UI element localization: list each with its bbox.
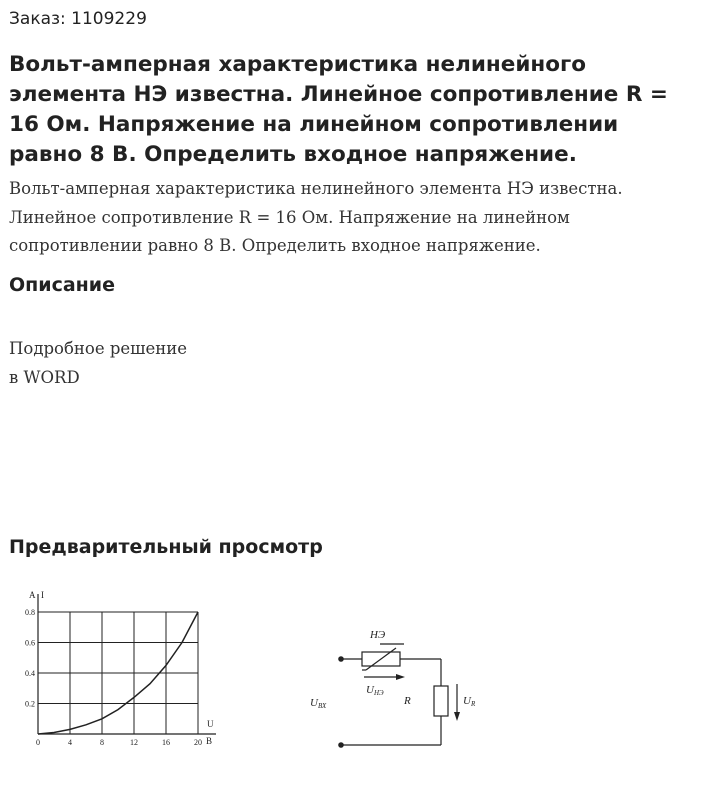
y-tick-label: 0.8 <box>25 608 35 617</box>
x-tick-label: 16 <box>162 738 170 747</box>
y-tick-label: 0.2 <box>25 699 35 709</box>
x-tick-label: 12 <box>130 738 138 747</box>
y-tick-label: 0.4 <box>25 669 35 678</box>
vac-chart <box>25 590 216 747</box>
description-line-2: в WORD <box>9 368 80 387</box>
u-ne-label: UНЭ <box>366 684 384 697</box>
description-line-1: Подробное решение <box>9 339 188 358</box>
task-text: Вольт-амперная характеристика нелинейного элемента НЭ известна. Линейное сопротивление R = 16 Ом. Напряжение на линейном сопротивлении равно 8 В. Определить входное напряжение. <box>9 179 623 255</box>
x-tick-label: 8 <box>100 738 104 747</box>
u-in-label: UВХ <box>310 697 327 710</box>
preview-heading: Предварительный просмотр <box>9 536 323 558</box>
x-tick-label: 0 <box>36 738 40 747</box>
ne-label: НЭ <box>370 629 386 641</box>
preview-image <box>0 578 480 763</box>
u-r-arrowhead <box>454 712 460 721</box>
x-tick-label: 20 <box>194 738 202 747</box>
u-ne-arrowhead <box>396 674 405 680</box>
description-heading: Описание <box>9 274 116 296</box>
input-terminal-bottom <box>339 743 343 747</box>
nonlinear-element-slash <box>366 648 396 670</box>
x-tick-label: 4 <box>68 738 72 747</box>
resistor <box>434 686 448 716</box>
y-tick-label: 0.6 <box>25 638 35 648</box>
circuit-diagram <box>339 644 460 747</box>
u-r-label: UR <box>463 695 476 708</box>
order-number: Заказ: 1109229 <box>9 9 147 29</box>
x-axis-unit: В <box>206 736 213 746</box>
y-axis-unit: А <box>29 590 36 600</box>
input-terminal-top <box>339 657 343 661</box>
r-label: R <box>404 695 411 707</box>
x-axis-label: U <box>207 719 214 729</box>
task-title: Вольт-амперная характеристика нелинейного элемента НЭ известна. Линейное сопротивление R = 16 Ом. Напряжение на линейном сопротивлении равно 8 В. Определить входное напряжение. <box>9 52 668 167</box>
y-axis-label: I <box>41 590 44 600</box>
preview-svg <box>0 578 480 758</box>
